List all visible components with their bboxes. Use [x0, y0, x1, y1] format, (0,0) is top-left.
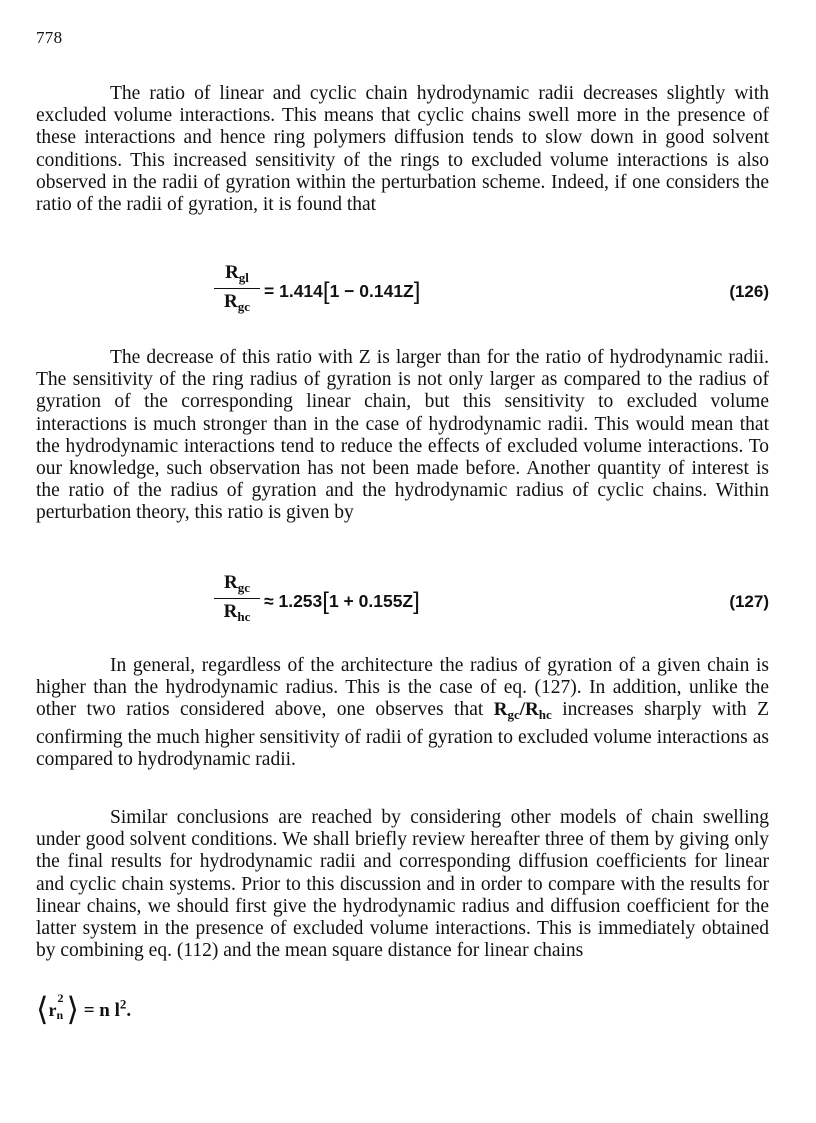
- fraction-bar: [214, 598, 260, 599]
- paragraph-4: [36, 807, 769, 962]
- equation-126-label: (126): [729, 282, 769, 301]
- equation-127-numerator: $R_{gc}$: [223, 572, 250, 595]
- paragraph-3-text-after: increases sharply with Z confirming the much higher sensitivity of radii of gyration to excluded volume interactions as compared to hydrodynamic radii.: [36, 699, 770, 770]
- paragraph-4-text: Similar conclusions are reached by considering other models of chain swelling under good solvent conditions. We shall briefly review hereafter three of them by giving only the final results for hydrodynamic radii and corresponding diffusion coefficients for linear and cyclic chain systems. Prior to this discussion and in order to compare with the results for linear chains, we should first give the hydrodynamic radius and diffusion coefficient for the latter system in the presence of excluded volume interactions. This is immediately obtained by combining eq. (112) and the mean square distance for linear chains: [36, 807, 769, 962]
- page-number: 778: [36, 28, 63, 47]
- equation-127-label: (127): [729, 592, 769, 611]
- inline-ratio-rgc-rhc: $R_{gc}/R_{hc}$: [493, 699, 552, 723]
- equation-127-denominator: $R_{hc}$: [223, 601, 251, 624]
- fraction-bar: [214, 288, 260, 289]
- equation-127-fraction: [214, 572, 260, 625]
- equation-126: [36, 262, 769, 322]
- equation-126-denominator: $R_{gc}$: [223, 291, 250, 314]
- equation-126-rhs: = 1.414[1 − 0.141Z]: [264, 278, 421, 305]
- paragraph-3-text-before: In general, regardless of the architecture the radius of gyration of a given chain is higher than the hydrodynamic radius. This is the case of eq. (127). In addition, unlike the other two ratios considered above, one observes that: [36, 655, 769, 721]
- paragraph-2: [36, 347, 769, 525]
- equation-127: [36, 572, 769, 632]
- paragraph-1: [36, 83, 769, 216]
- paragraph-2-text: The decrease of this ratio with Z is larger than for the ratio of hydrodynamic radii. The sensitivity of the ring radius of gyration is not only larger as compared to the radius of gyration of the corresponding linear chain, but this sensitivity to excluded volume interactions is much stronger than in the case of hydrodynamic radii. This would mean that the hydrodynamic interactions tend to reduce the effects of excluded volume interactions. To our knowledge, such observation has not been made before. Another quantity of interest is the ratio of the radius of gyration and the hydrodynamic radius of cyclic chains. Within perturbation theory, this ratio is given by: [36, 347, 769, 524]
- equation-126-numerator: $R_{gl}$: [225, 262, 249, 285]
- paragraph-3: [36, 655, 769, 771]
- equation-126-fraction: [214, 262, 260, 315]
- mean-square-distance-formula: ⟨ r 2 n ⟩ = n $l^2$.: [36, 990, 132, 1028]
- equation-127-rhs: ≈ 1.253[1 + 0.155Z]: [264, 588, 420, 615]
- paragraph-1-text: The ratio of linear and cyclic chain hydrodynamic radii decreases slightly with excluded volume interactions. This means that cyclic chains swell more in the presence of these interactions and hence ring polymers diffusion tends to slow down in good solvent conditions. This increased sensitivity of the rings to excluded volume interactions is also observed in the radii of gyration within the perturbation scheme. Indeed, if one considers the ratio of the radii of gyration, it is found that: [36, 83, 769, 216]
